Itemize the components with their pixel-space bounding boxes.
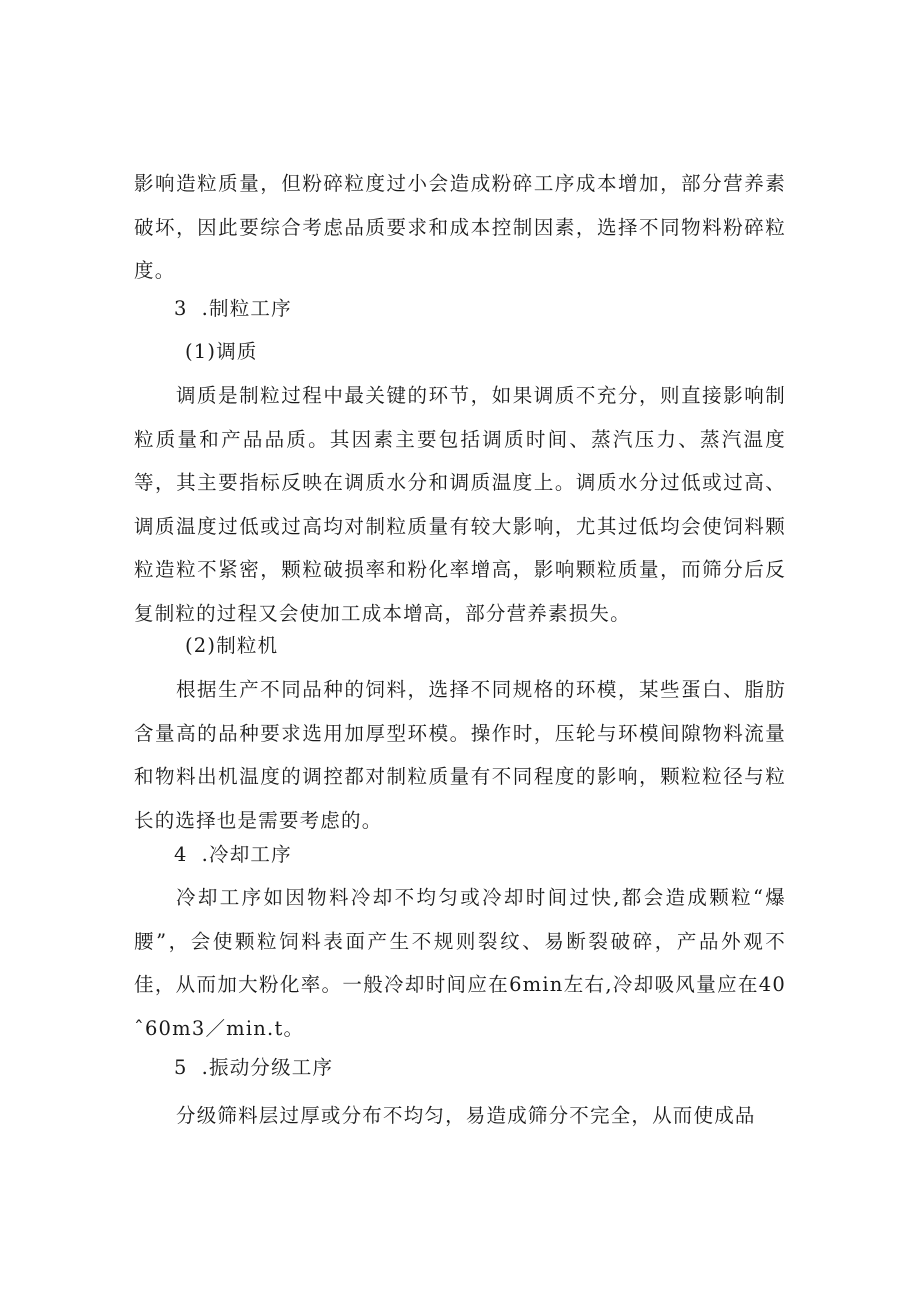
paragraph-pellet-mill: 根据生产不同品种的饲料，选择不同规格的环模，某些蛋白、脂肪含量高的品种要求选用加厚型环模。操作时，压轮与环模间隙物料流量和物料出机温度的调控都对制粒质量有不同程度的影响，颗粒粒径与粒长的选择也是需要考虑的。 — [134, 678, 786, 832]
paragraph-conditioning: 调质是制粒过程中最关键的环节，如果调质不充分，则直接影响制粒质量和产品品质。其因素主要包括调质时间、蒸汽压力、蒸汽温度等，其主要指标反映在调质水分和调质温度上。调质水分过低或过高、调质温度过低或过高均对制粒质量有较大影响，尤其过低均会使饲料颗粒造粒不紧密，颗粒破损率和粉化率增高，影响颗粒质量，而筛分后反复制粒的过程又会使加工成本增高，部分营养素损失。 — [134, 384, 786, 625]
subheading-conditioning: (1)调质 — [185, 340, 258, 363]
heading-vibration-grading — [174, 1053, 333, 1083]
paragraph-crushing-granularity: 影响造粒质量，但粉碎粒度过小会造成粉碎工序成本增加，部分营养素破坏，因此要综合考虑品质要求和成本控制因素，选择不同物料粉碎粒度。 — [134, 172, 786, 282]
subheading-pellet-mill: (2)制粒机 — [185, 634, 279, 657]
heading-number: 3 — [174, 297, 188, 320]
heading-number: 5 — [174, 1056, 188, 1079]
heading-text: .制粒工序 — [201, 297, 292, 320]
heading-text: .冷却工序 — [201, 843, 292, 866]
heading-cooling-process — [174, 840, 292, 870]
paragraph-cooling: 冷却工序如因物料冷却不均匀或冷却时间过快,都会造成颗粒“爆腰”，会使颗粒饲料表面产生不规则裂纹、易断裂破碎，产品外观不佳，从而加大粉化率。一般冷却时间应在6min左右,冷却吸风量应在40ˆ60m3／min.t。 — [134, 886, 786, 1040]
heading-granulation-process — [174, 294, 292, 324]
heading-text: .振动分级工序 — [201, 1056, 334, 1079]
paragraph-grading: 分级筛料层过厚或分布不均匀，易造成筛分不完全，从而使成品 — [176, 1104, 756, 1127]
heading-number: 4 — [174, 843, 188, 866]
